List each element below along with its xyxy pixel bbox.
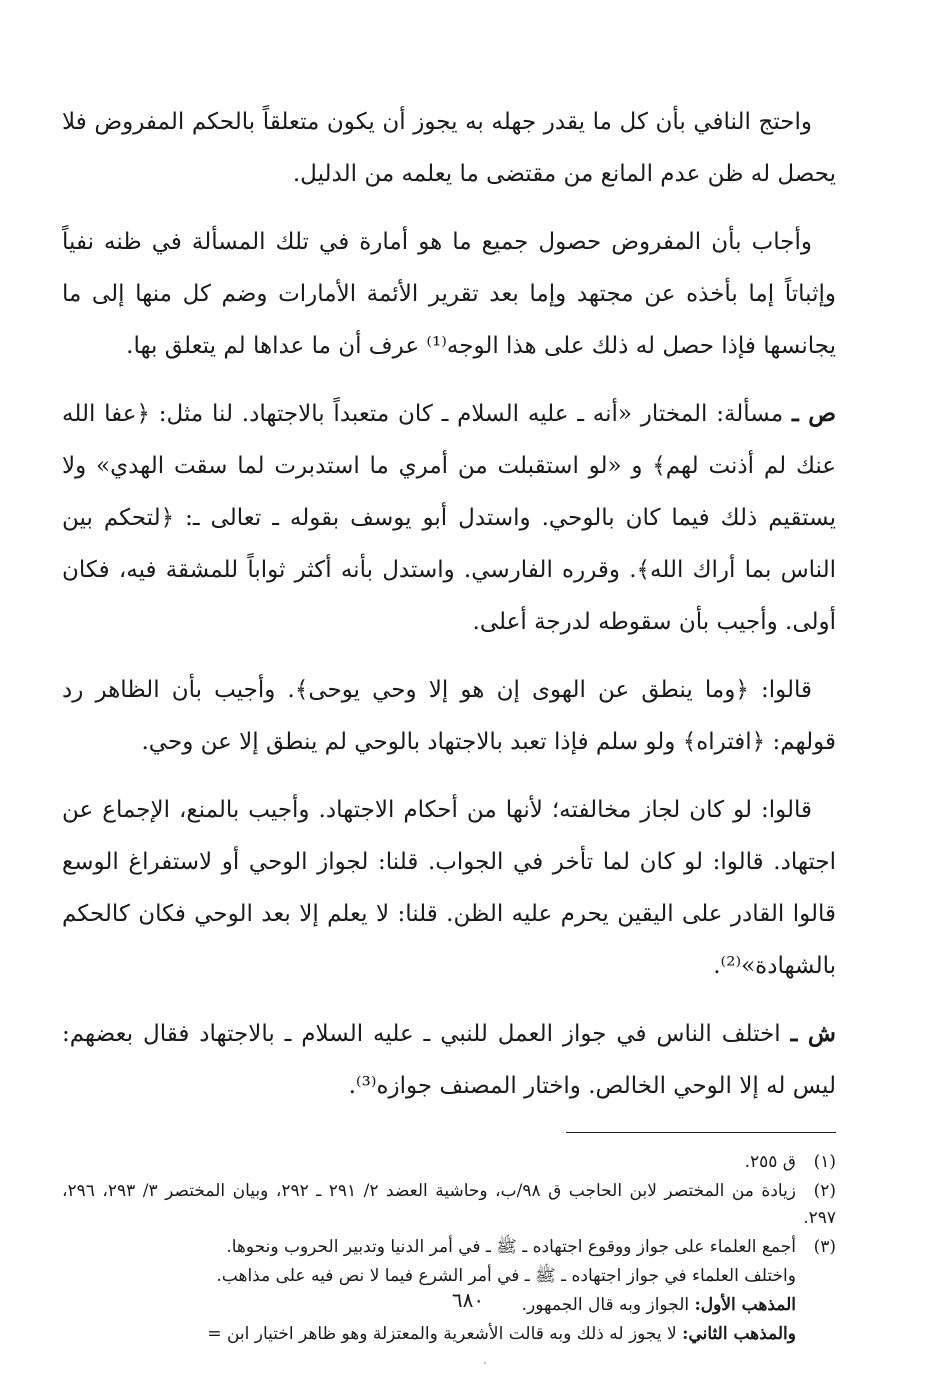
- second-view-text: لا يجوز له ذلك وبه قالت الأشعرية والمعتزلة وهو ظاهر اختيار ابن =: [207, 1324, 677, 1344]
- paragraph-2-text: وأجاب بأن المفروض حصول جميع ما هو أمارة في تلك المسألة في ظنه نفياً وإثباتاً إما بأخذه عن مجتهد وإما بعد تقرير الأئمة الأمارات وضم كل منها إلى ما يجانسها فإذا حصل له ذلك على هذا الوجه⁽¹⁾ عرف أن ما عداها لم يتعلق بها.: [62, 229, 836, 359]
- paragraph-3: [62, 388, 836, 648]
- paragraph-4: [62, 664, 836, 768]
- paragraph-5: [62, 784, 836, 992]
- footnote-separator: [566, 1132, 836, 1133]
- paragraph-4-text: قالوا: ﴿وما ينطق عن الهوى إن هو إلا وحي يوحى﴾. وأجيب بأن الظاهر رد قولهم: ﴿افتراه﴾ ولو سلم فإذا تعبد بالاجتهاد بالوحي لم ينطق إلا عن وحي.: [62, 677, 836, 755]
- paragraph-6-text: اختلف الناس في جواز العمل للنبي ـ عليه السلام ـ بالاجتهاد فقال بعضهم: ليس له إلا الوحي الخالص. واختار المصنف جوازه⁽³⁾.: [62, 1021, 836, 1099]
- paragraph-3-text: مسألة: المختار «أنه ـ عليه السلام ـ كان متعبداً بالاجتهاد. لنا مثل: ﴿عفا الله عنك لم أذنت لهم﴾ و «لو استقبلت من أمري ما استدبرت لما سقت الهدي» ولا يستقيم ذلك فيما كان بالوحي. واستدل أبو يوسف بقوله ـ تعالى ـ: ﴿لتحكم بين الناس بما أراك الله﴾. وقرره الفارسي. واستدل بأنه أكثر ثواباً للمشقة فيه، فكان أولى. وأجيب بأن سقوطه لدرجة أعلى.: [62, 401, 836, 635]
- first-view-label: المذهب الأول:: [694, 1295, 796, 1315]
- sharh-marker: ش ـ: [790, 1020, 836, 1047]
- footnote-3-text: أجمع العلماء على جواز ووقوع اجتهاده ـ ﷺ ـ في أمر الدنيا وتدبير الحروب ونحوها.: [226, 1237, 796, 1257]
- paragraph-1: [62, 96, 836, 200]
- paragraph-6: [62, 1008, 836, 1112]
- matn-marker: ص ـ: [791, 400, 836, 427]
- paragraph-5-text: قالوا: لو كان لجاز مخالفته؛ لأنها من أحكام الاجتهاد. وأجيب بالمنع، الإجماع عن اجتهاد. قالوا: لو كان لما تأخر في الجواب. قلنا: لجواز الوحي أو لاستفراغ الوسع قالوا القادر على اليقين يحرم عليه الظن. قلنا: لا يعلم إلا بعد الوحي فكان كالحكم بالشهادة»⁽²⁾.: [62, 797, 836, 979]
- paragraph-1-text: واحتج النافي بأن كل ما يقدر جهله به يجوز أن يكون متعلقاً بالحكم المفروض فلا يحصل له ظن عدم المانع من مقتضى ما يعلمه من الدليل.: [62, 109, 836, 187]
- footnote-3-number: (٣): [813, 1237, 836, 1257]
- page-number: ٦٨٠: [451, 1288, 485, 1312]
- footnote-3-line-2: [62, 1263, 796, 1290]
- paragraph-2: [62, 216, 836, 372]
- footnote-3: [62, 1234, 836, 1261]
- second-view-label: والمذهب الثاني:: [682, 1324, 796, 1344]
- footnote-2-number: (٢): [813, 1181, 837, 1201]
- footnote-2-text: زيادة من المختصر لابن الحاجب ق ٩٨/ب، وحاشية العضد ٢/ ٢٩١ ـ ٢٩٢، وبيان المختصر ٣/ ٢٩٣، ٢٩٦، ٢٩٧.: [62, 1181, 836, 1228]
- footnote-3-second-view: [62, 1321, 796, 1348]
- footnote-1: [62, 1149, 836, 1176]
- first-view-text: الجواز وبه قال الجمهور.: [521, 1295, 690, 1315]
- footnote-2: [62, 1178, 836, 1232]
- scan-speck: [484, 1362, 486, 1364]
- footnote-3-line-2-text: واختلف العلماء في جواز اجتهاده ـ ﷺ ـ في أمر الشرع فيما لا نص فيه على مذاهب.: [216, 1266, 796, 1286]
- footnote-1-number: (١): [813, 1152, 836, 1172]
- footnote-1-text: ق ٢٥٥.: [744, 1152, 796, 1172]
